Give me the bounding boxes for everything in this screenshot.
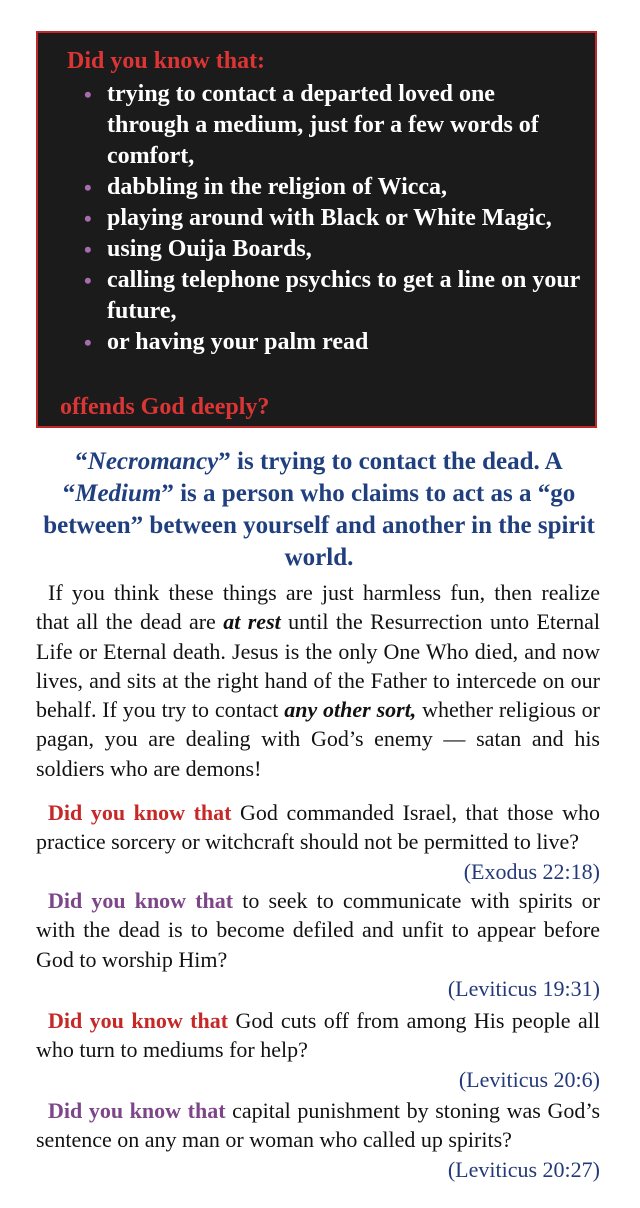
term-necromancy: Necromancy (87, 448, 219, 475)
bullet-icon: • (84, 206, 92, 231)
fact-lead: Did you know that (48, 888, 234, 913)
body-paragraph (36, 578, 600, 783)
bullet-icon: • (84, 268, 92, 293)
fact-lead: Did you know that (48, 1008, 229, 1033)
list-item-text: using Ouija Boards, (107, 236, 312, 262)
fact-paragraph (36, 1006, 600, 1094)
scripture-reference: (Leviticus 20:6) (458, 1066, 600, 1092)
quote-mark: “ (75, 448, 88, 475)
body-text: If you think these things are just harmless fun, then realize that all the dead are (36, 580, 600, 635)
fact-lead: Did you know that (48, 800, 232, 825)
body-text: until the Resurrection unto Eternal Life or Eternal death. Jesus is the only One Who died, and now lives, and sits at the right hand of the Father to intercede on our behalf. If you try to contact (36, 609, 600, 723)
list-item (82, 203, 582, 234)
definition-heading (40, 446, 598, 574)
fact-text: God cuts off from among His people all who turn to mediums for help? (36, 1008, 600, 1063)
bullet-icon: • (84, 330, 92, 355)
list-item-text: or having your palm read (107, 329, 369, 355)
term-medium: Medium (75, 480, 162, 507)
fact-paragraph (36, 798, 600, 886)
list-item (82, 234, 582, 265)
bullet-icon: • (84, 175, 92, 200)
scripture-reference: (Leviticus 20:27) (447, 1156, 600, 1182)
fact-paragraph (36, 886, 600, 1003)
body-emphasis: any other sort, (284, 697, 417, 723)
list-item-text: trying to contact a departed loved one through a medium, just for a few words of comfort, (107, 81, 539, 169)
body-text: whether religious or pagan, you are dealing with God’s enemy — satan and his soldiers who are demons! (36, 697, 600, 781)
list-item (82, 79, 582, 172)
scripture-reference: (Exodus 22:18) (463, 858, 600, 884)
body-emphasis: at rest (223, 609, 281, 635)
bullet-icon: • (84, 82, 92, 107)
list-item (82, 265, 582, 327)
scripture-reference: (Leviticus 19:31) (447, 975, 600, 1001)
list-item (82, 327, 582, 358)
fact-text: God commanded Israel, that those who practice sorcery or witchcraft should not be permitted to live? (36, 800, 600, 855)
list-item-text: playing around with Black or White Magic, (107, 205, 552, 231)
fact-lead: Did you know that (48, 1098, 226, 1123)
definition-text: ” is a person who claims to act as a “go between” between yourself and another in the spirit world. (43, 480, 595, 571)
list-item-text: dabbling in the religion of Wicca, (107, 174, 448, 200)
list-item (82, 172, 582, 203)
fact-paragraph (36, 1096, 600, 1184)
callout-list (82, 79, 582, 358)
callout-footer: offends God deeply? (60, 394, 270, 420)
list-item-text: calling telephone psychics to get a line on your future, (107, 267, 580, 324)
callout-heading: Did you know that: (67, 48, 266, 74)
fact-text: capital punishment by stoning was God’s sentence on any man or woman who called up spirits? (36, 1098, 601, 1153)
fact-text: to seek to communicate with spirits or with the dead is to become defiled and unfit to appear before God to worship Him? (36, 888, 600, 972)
definition-text: ” is trying to contact the dead. A “ (62, 448, 563, 507)
bullet-icon: • (84, 237, 92, 262)
did-you-know-callout (36, 31, 597, 428)
